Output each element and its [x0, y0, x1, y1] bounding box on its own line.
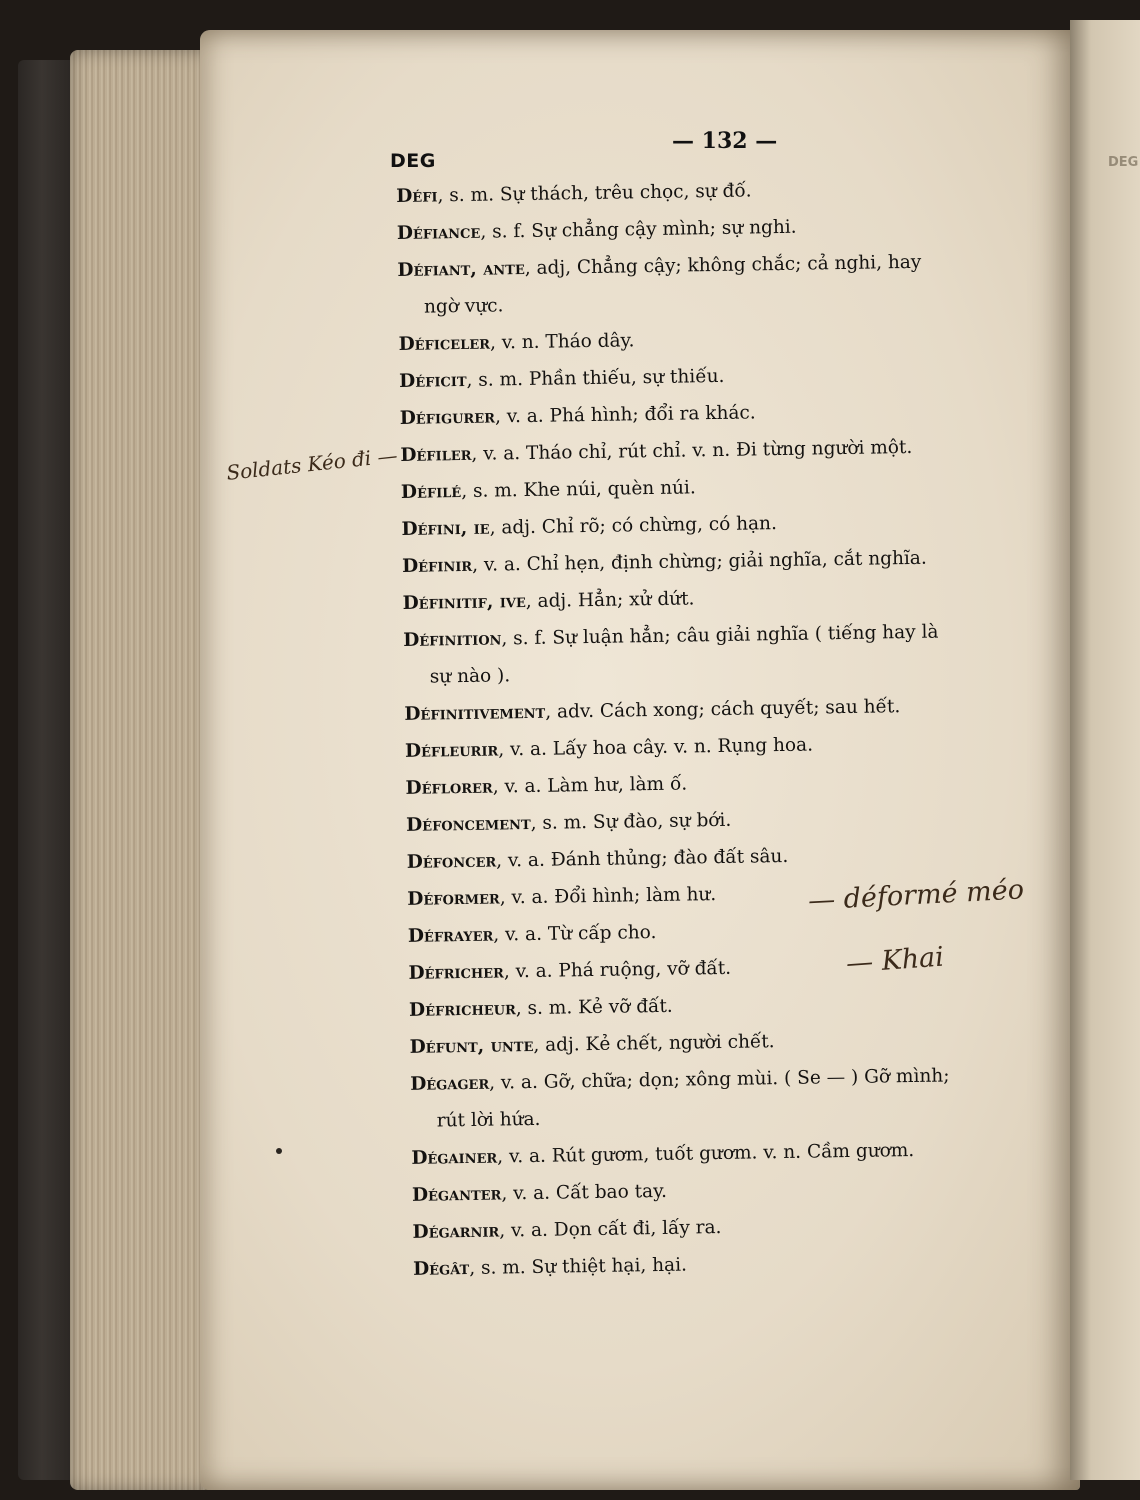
entry-headword: Déficit: [399, 369, 467, 392]
dictionary-entry: [397, 242, 1048, 326]
entry-headword: Dégât: [412, 1257, 470, 1280]
entry-definition: , s. m. Sự đào, sự bới.: [530, 809, 732, 834]
page-number: — 132 —: [672, 128, 778, 154]
entry-headword: Dégainer: [411, 1146, 498, 1169]
dictionary-entries: [396, 168, 1063, 1288]
next-page-edge: [1070, 20, 1140, 1480]
entry-definition: , v. a. Gỡ, chữa; dọn; xông mùi. ( Se — ) Gỡ mình;: [489, 1065, 950, 1094]
entry-headword: Définition: [403, 628, 502, 651]
entry-definition: , s. m. Kẻ vỡ đất.: [515, 995, 673, 1020]
entry-definition: , s. f. Sự luận hẳn; câu giải nghĩa ( tiếng hay là: [501, 621, 939, 650]
entry-definition: , v. a. Cất bao tay.: [501, 1180, 668, 1205]
entry-headword: Déganter: [411, 1183, 502, 1206]
entry-headword: Défricheur: [408, 998, 516, 1021]
entry-definition: , s. m. Sự thiệt hại, hại.: [469, 1254, 688, 1279]
entry-definition: , s. m. Khe núi, quèn núi.: [461, 477, 696, 503]
entry-definition: , v. a. Từ cấp cho.: [493, 922, 657, 946]
entry-headword: Défoncement: [406, 812, 531, 836]
entry-definition: , v. a. Chỉ hẹn, định chừng; giải nghĩa, cắt nghĩa.: [471, 547, 927, 576]
entry-headword: Défini, ie: [401, 517, 490, 540]
entry-definition: , v. a. Tháo chỉ, rút chỉ. v. n. Đi từng người một.: [471, 436, 913, 465]
entry-headword: Défiant, ante: [397, 257, 525, 281]
entry-definition: , adv. Cách xong; cách quyết; sau hết.: [545, 696, 901, 723]
entry-definition: , adj, Chẳng cậy; không chắc; cả nghi, hay: [524, 251, 922, 279]
entry-definition: , v. a. Làm hư, làm ố.: [492, 773, 688, 798]
entry-headword: Définitivement: [404, 701, 546, 725]
entry-continuation: rút lời hứa.: [436, 1108, 541, 1132]
entry-headword: Défilé: [400, 481, 462, 503]
entry-headword: Défrayer: [407, 924, 494, 947]
entry-definition: , v. a. Rút gươm, tuốt gươm. v. n. Cầm gươm.: [497, 1139, 915, 1168]
entry-definition: , adj. Kẻ chết, người chết.: [533, 1031, 775, 1056]
entry-headword: Déflorer: [405, 776, 493, 799]
entry-headword: Défiler: [400, 443, 472, 466]
entry-definition: , adj. Chỉ rõ; có chừng, có hạn.: [489, 513, 778, 539]
handwritten-note-soldats: Soldats Kéo đi —: [225, 443, 399, 485]
entry-headword: Défigurer: [399, 406, 496, 429]
entry-headword: Défleurir: [404, 739, 499, 762]
entry-definition: , v. a. Đổi hình; làm hư.: [499, 884, 717, 909]
entry-definition: , s. m. Sự thách, trêu chọc, sự đố.: [437, 180, 752, 207]
entry-definition: , s. f. Sự chẳng cậy mình; sự nghi.: [480, 216, 797, 243]
entry-headword: Défunt, unte: [409, 1034, 534, 1058]
entry-headword: Définitif, ive: [402, 591, 527, 614]
entry-headword: Défiance: [396, 221, 481, 244]
entry-headword: Défricher: [408, 961, 505, 984]
page-edges: [70, 50, 210, 1490]
entry-definition: , v. a. Lấy hoa cây. v. n. Rụng hoa.: [498, 734, 814, 761]
entry-definition: , v. a. Đánh thủng; đào đất sâu.: [496, 845, 789, 872]
book-spine: [18, 60, 78, 1480]
entry-headword: Dégager: [410, 1072, 490, 1095]
entry-headword: Déficeler: [398, 332, 491, 355]
entry-headword: Dégarnir: [412, 1220, 500, 1243]
entry-definition: , s. m. Phần thiếu, sự thiếu.: [466, 365, 725, 391]
dictionary-entry: [403, 612, 1054, 696]
handwritten-note-deforme: — déformé méo: [807, 874, 1025, 917]
entry-continuation: ngờ vực.: [423, 295, 504, 318]
entry-continuation: sự nào ).: [429, 665, 511, 688]
entry-headword: Défoncer: [406, 850, 497, 873]
entry-headword: Défi: [396, 185, 438, 207]
dictionary-entry: [410, 1056, 1061, 1140]
entry-definition: , v. n. Tháo dây.: [489, 330, 635, 354]
next-page-ghost-head: DEG: [1108, 155, 1139, 170]
entry-headword: Déformer: [407, 887, 500, 910]
entry-headword: Définir: [401, 554, 473, 577]
running-head: DEG: [390, 150, 436, 172]
entry-definition: , v. a. Dọn cất đi, lấy ra.: [499, 1217, 722, 1242]
ink-dot: [276, 1148, 282, 1154]
entry-definition: , adj. Hẳn; xử dứt.: [525, 588, 695, 613]
handwritten-note-khai: — Khai: [845, 941, 945, 980]
entry-definition: , v. a. Phá ruộng, vỡ đất.: [503, 957, 732, 983]
entry-definition: , v. a. Phá hình; đổi ra khác.: [494, 402, 756, 428]
